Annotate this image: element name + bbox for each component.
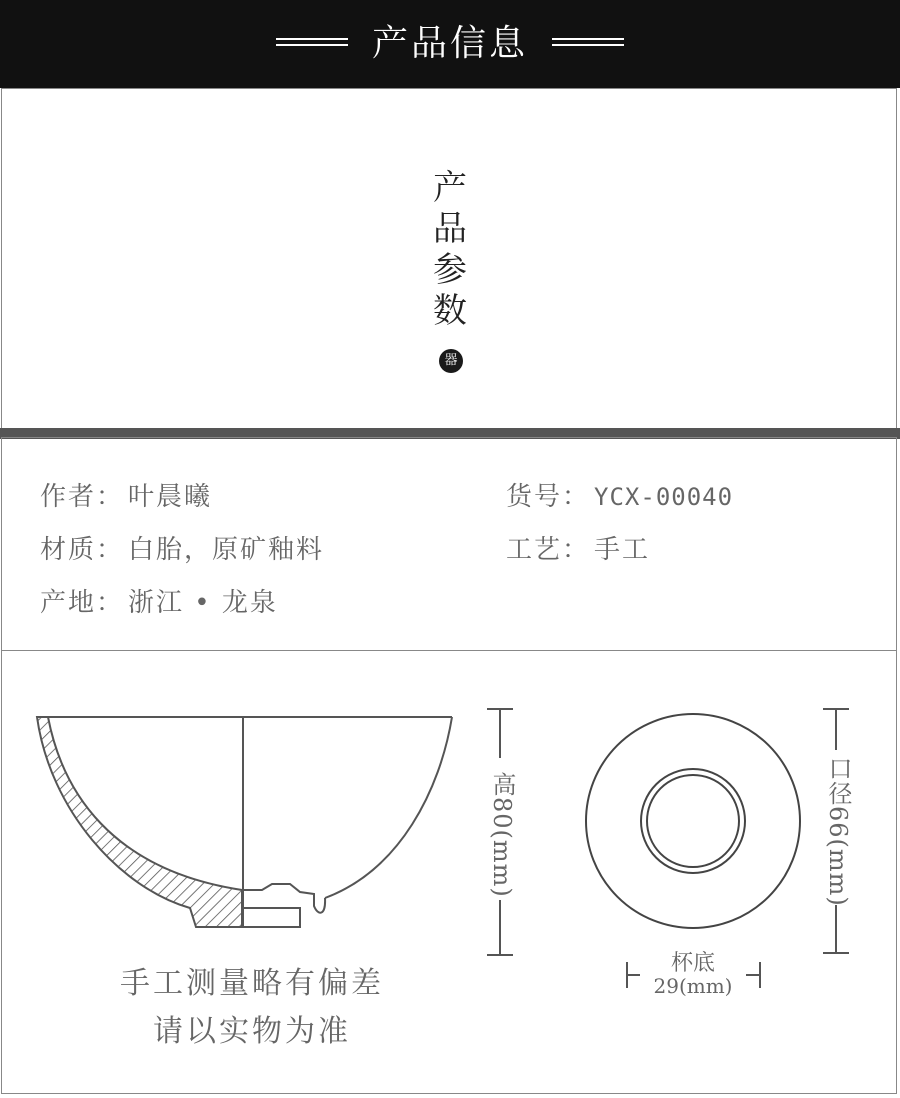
params-title-char: 产 [433,168,467,208]
material-label: 材质： [40,535,125,565]
measure-note-line1: 手工测量略有偏差 [120,966,384,1001]
craft-value: 手工 [594,535,651,565]
code-label: 货号： [506,482,591,512]
top-view-foot-outer [641,769,745,873]
craft-label: 工艺： [506,535,591,565]
params-title-char: 参 [433,250,467,290]
bowl-wall-section [37,717,242,927]
measure-note-line2: 请以实物为准 [153,1014,351,1049]
base-label: 杯底 [670,951,715,976]
base-value: 29(mm) [653,974,733,998]
height-label: 高80(mm) [488,772,516,898]
seal-icon: 器 [439,349,463,373]
bowl-side-view [37,717,452,927]
top-view-rim [586,714,800,928]
origin-label: 产地： [40,588,125,618]
top-view-foot-inner [647,775,739,867]
params-title-char: 品 [433,209,467,249]
code-value: YCX-00040 [594,483,734,511]
mouth-label: 口径66(mm) [824,756,852,907]
author-label: 作者： [40,482,125,512]
origin-value: 浙江 • 龙泉 [128,588,278,618]
material-value: 白胎，原矿釉料 [128,535,325,565]
bowl-foot-base [243,908,300,927]
bowl-top-view [586,714,800,928]
bowl-outer-profile [325,717,452,898]
page-title: 产品信息 [371,23,528,64]
author-value: 叶晨曦 [128,482,213,512]
params-title-char: 数 [433,291,467,331]
